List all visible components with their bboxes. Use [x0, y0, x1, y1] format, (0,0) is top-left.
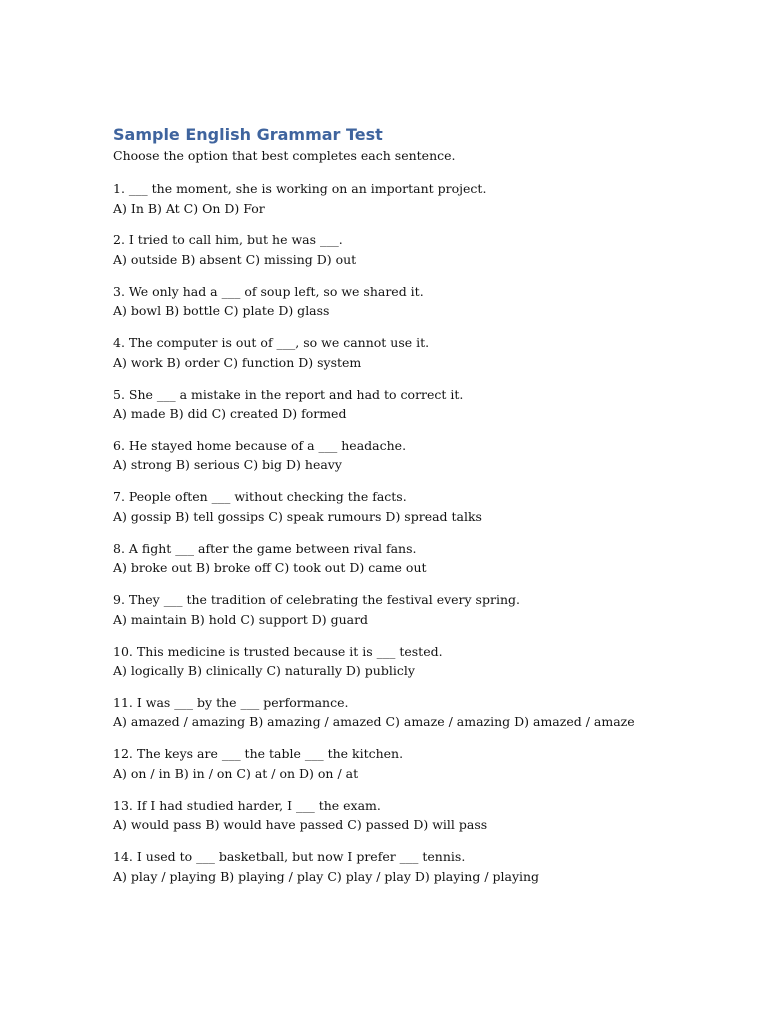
question-text: 1. ___ the moment, she is working on an important project. — [113, 181, 487, 196]
answer-options: A) amazed / amazing B) amazing / amazed C) amaze / amazing D) amazed / amaze — [113, 714, 635, 730]
question-text: 6. He stayed home because of a ___ headache. — [113, 437, 407, 453]
question-text: 5. She ___ a mistake in the report and had to correct it. — [113, 386, 464, 402]
question-item — [113, 487, 733, 538]
answer-options: A) work B) order C) function D) system — [113, 354, 362, 370]
question-text: 4. The computer is out of ___, so we cannot use it. — [113, 335, 430, 351]
question-item — [113, 744, 733, 795]
answer-options: A) logically B) clinically C) naturally D) publicly — [113, 663, 415, 679]
question-text: 7. People often ___ without checking the facts. — [113, 489, 407, 505]
answer-options: A) In B) At C) On D) For — [113, 200, 265, 216]
question-item — [113, 693, 733, 744]
question-item — [113, 385, 733, 436]
answer-options: A) play / playing B) playing / play C) play / play D) playing / playing — [113, 868, 540, 884]
question-text: 11. I was ___ by the ___ performance. — [113, 694, 349, 710]
answer-options: A) made B) did C) created D) formed — [113, 406, 347, 422]
question-item — [113, 179, 733, 230]
answer-options: A) broke out B) broke off C) took out D) came out — [113, 560, 427, 576]
question-item — [113, 590, 733, 641]
answer-options: A) on / in B) in / on C) at / on D) on / at — [113, 765, 359, 781]
question-text: 12. The keys are ___ the table ___ the kitchen. — [113, 746, 404, 762]
question-text: 10. This medicine is trusted because it is ___ tested. — [113, 643, 443, 659]
question-text: 13. If I had studied harder, I ___ the exam. — [113, 797, 381, 813]
question-text: 2. I tried to call him, but he was ___. — [113, 232, 343, 248]
question-item — [113, 796, 733, 847]
question-item — [113, 642, 733, 693]
answer-options: A) bowl B) bottle C) plate D) glass — [113, 303, 330, 319]
answer-options: A) would pass B) would have passed C) passed D) will pass — [113, 817, 488, 833]
question-text: 9. They ___ the tradition of celebrating the festival every spring. — [113, 592, 520, 608]
question-item — [113, 539, 733, 590]
question-text: 3. We only had a ___ of soup left, so we shared it. — [113, 283, 424, 299]
question-item — [113, 847, 733, 898]
instructions-text: Choose the option that best completes each sentence. — [113, 148, 456, 163]
document-content — [113, 124, 733, 884]
document-title: Sample English Grammar Test — [113, 125, 383, 144]
question-text: 8. A fight ___ after the game between rival fans. — [113, 540, 417, 556]
answer-options: A) gossip B) tell gossips C) speak rumours D) spread talks — [113, 508, 482, 524]
question-list — [113, 179, 733, 898]
question-item — [113, 436, 733, 487]
question-item — [113, 333, 733, 384]
question-text: 14. I used to ___ basketball, but now I prefer ___ tennis. — [113, 849, 466, 865]
answer-options: A) strong B) serious C) big D) heavy — [113, 457, 342, 473]
question-item — [113, 230, 733, 281]
answer-options: A) outside B) absent C) missing D) out — [113, 251, 357, 267]
question-item — [113, 282, 733, 333]
answer-options: A) maintain B) hold C) support D) guard — [113, 611, 369, 627]
